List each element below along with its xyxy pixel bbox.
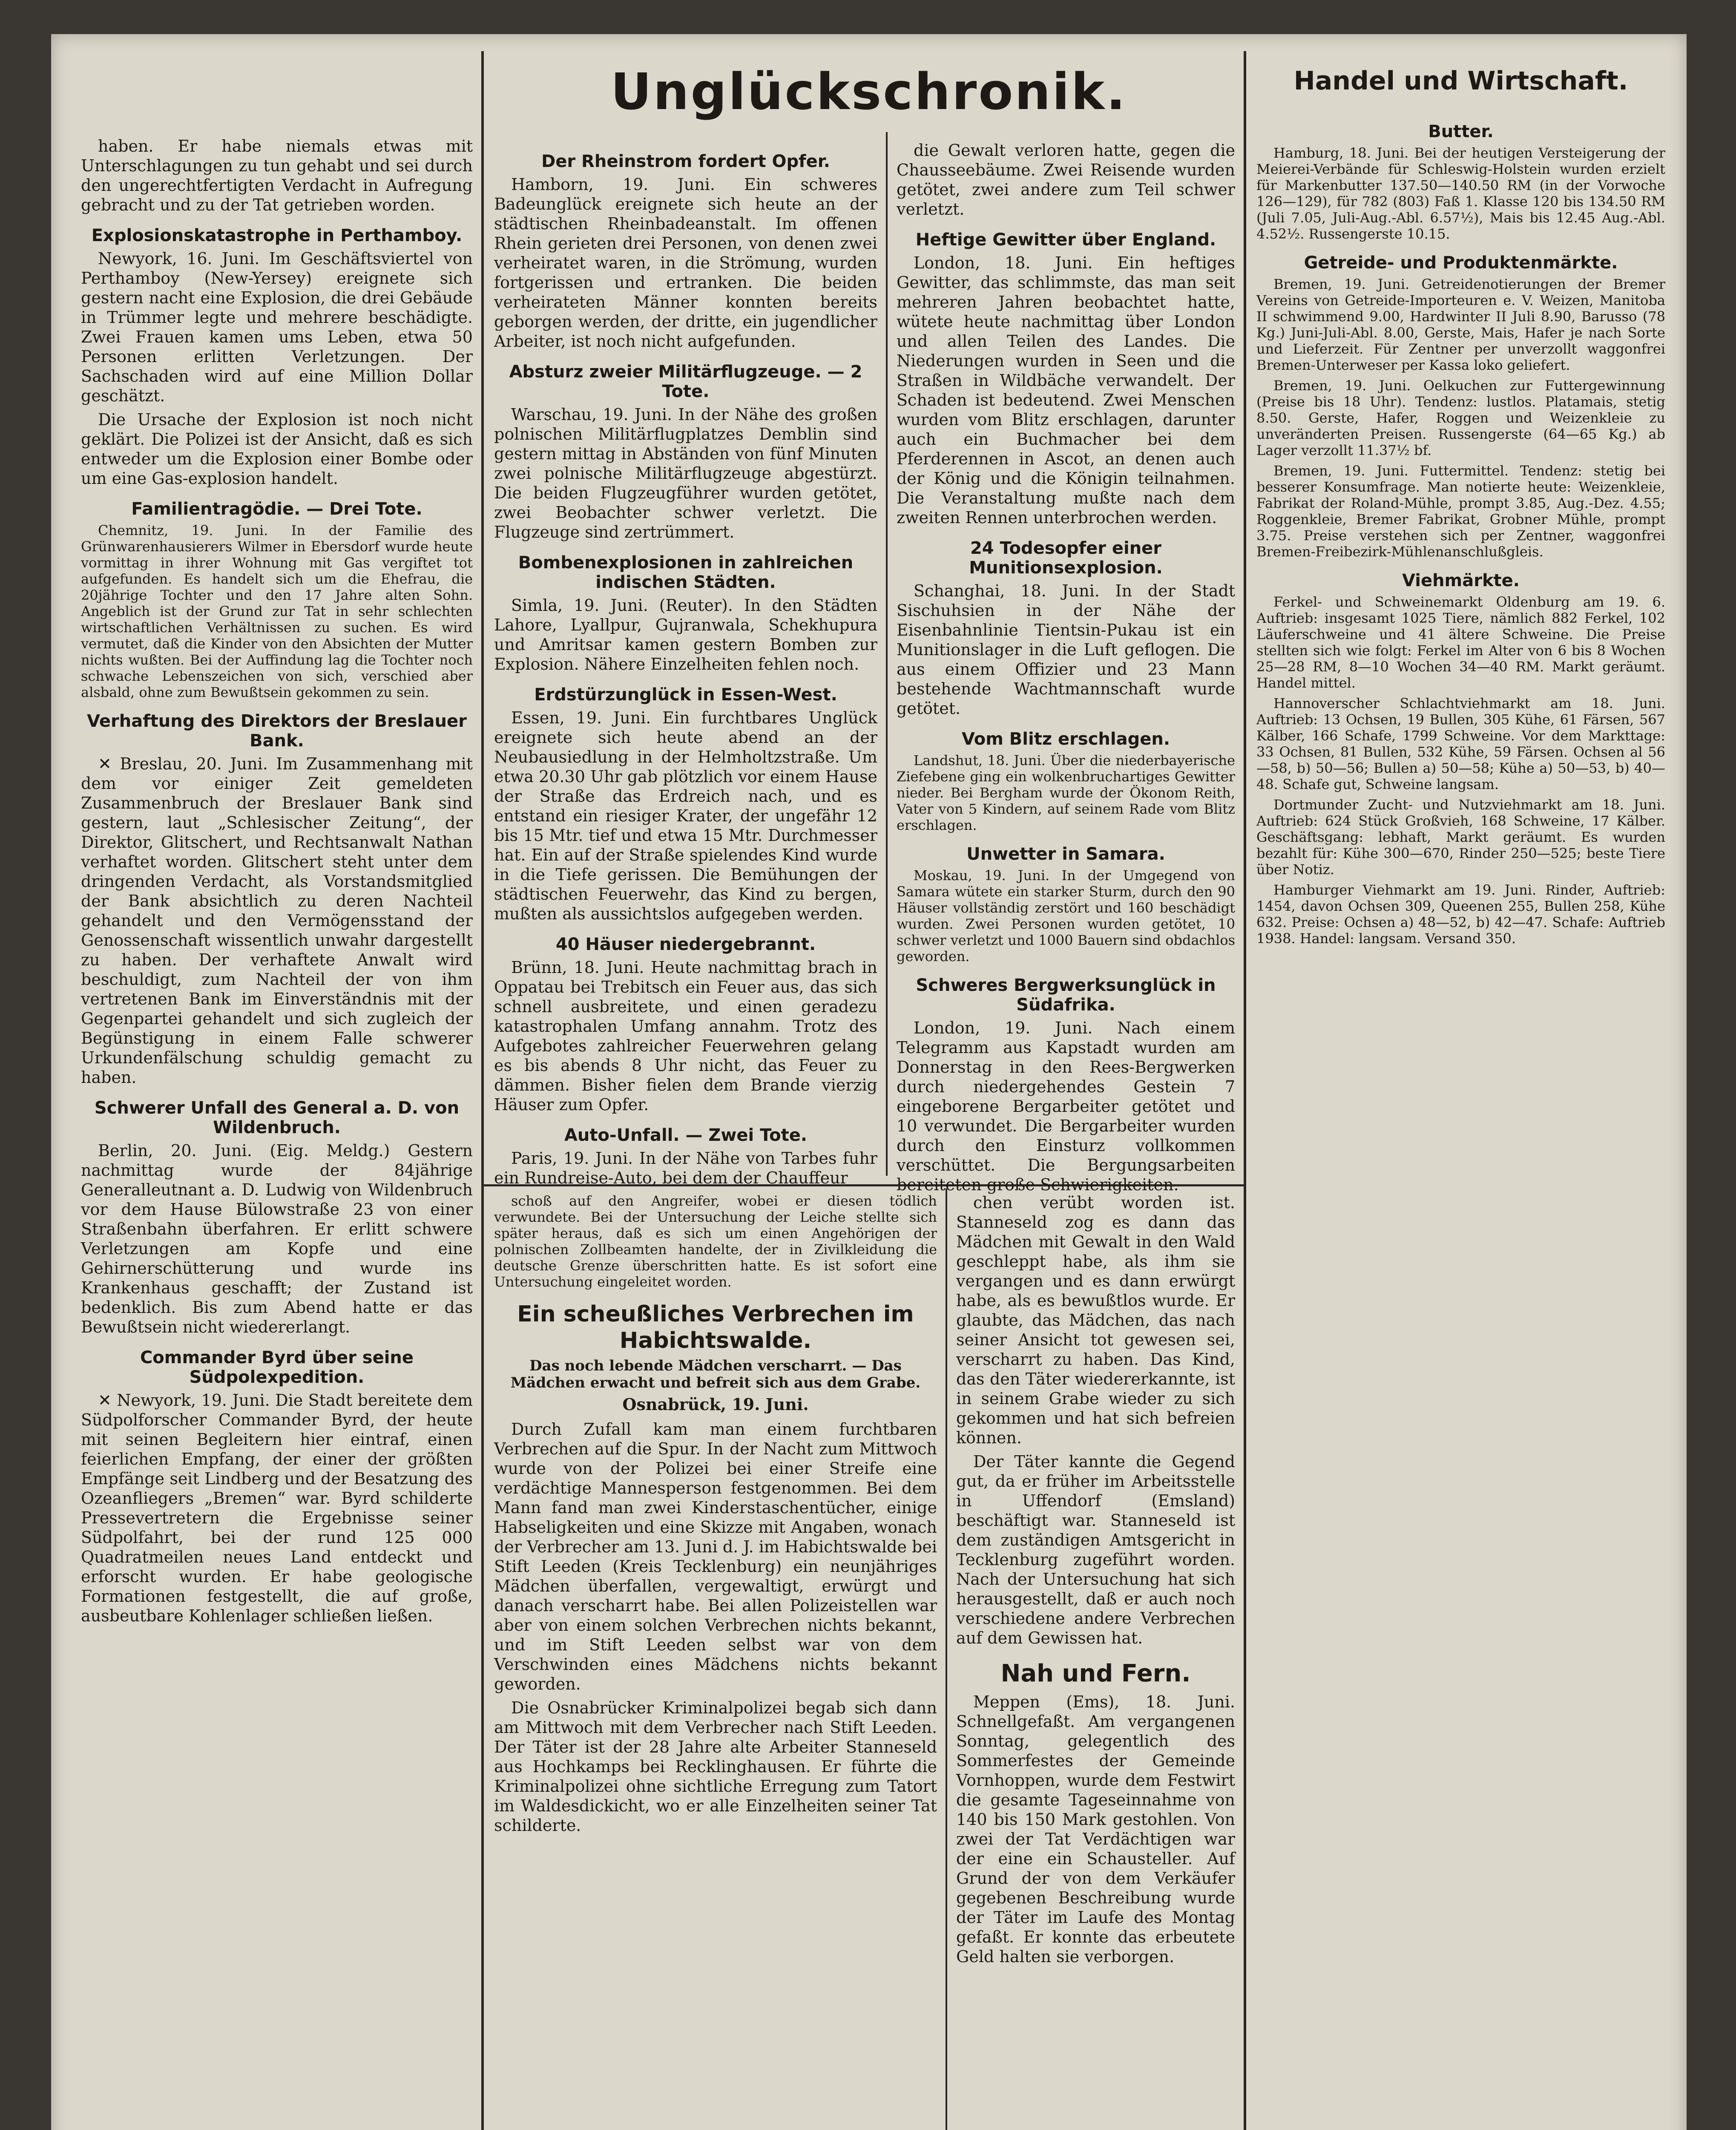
- article-headline: Verhaftung des Direktors der Breslauer Bank.: [87, 711, 467, 751]
- article-headline: Getreide- und Produktenmärkte.: [1304, 253, 1618, 273]
- article-headline: 40 Häuser niedergebrannt.: [555, 935, 816, 954]
- article-headline: Explosionskatastrophe in Perthamboy.: [91, 226, 463, 245]
- article-paragraph: Essen, 19. Juni. Ein furchtbares Unglück ereignete sich heute abend an der Neubausiedlung in der Helmholtzstraße. Um etwa 20.30 Uhr gab plötzlich vor einem Hause der Straße das Erdreich nach, und es entstand ein riesiger Krater, der ungefähr 12 bis 15 Mtr. tief und etwa 15 Mtr. Durchmesser hat. Ein auf der Straße spielendes Kind wurde in die Tiefe gerissen. Die Bemühungen der städtischen Feuerwehr, das Kind zu bergen, mußten als aussichtslos aufgegeben werden.: [494, 708, 877, 923]
- article-headline: Schweres Bergwerksunglück in Südafrika.: [916, 976, 1216, 1015]
- article-headline: Nah und Fern.: [1000, 1660, 1191, 1687]
- article-headline: Der Rheinstrom fordert Opfer.: [541, 152, 830, 171]
- article-headline: Heftige Gewitter über England.: [915, 230, 1216, 250]
- article-paragraph: Bremen, 19. Juni. Oelkuchen zur Futtergewinnung (Preise bis 18 Uhr). Tendenz: lustlos. Platamais, stetig 8.50. Gerste, Hafer, Roggen und Weizenkleie zu unveränderten Preisen. Russengerste (64—65 Kg.) ab Lager verzollt 11.37½ bf.: [1256, 377, 1665, 458]
- article-headline: 24 Todesopfer einer Munitionsexplosion.: [969, 538, 1163, 578]
- column-chronicle-left: [494, 141, 877, 1187]
- column-chronicle-right: [897, 141, 1235, 1194]
- article-paragraph: Die Osnabrücker Kriminalpolizei begab sich dann am Mittwoch mit dem Verbrecher nach Stift Leeden. Der Täter ist der 28 Jahre alte Arbeiter Stanneseld aus Hochkamps bei Recklinghausen. Er führte die Kriminalpolizei ohne sichtliche Erregung zum Tatort im Waldesdickicht, wo er alle Einzelheiten seiner Tat schilderte.: [494, 1698, 937, 1835]
- article-paragraph: Hamburger Viehmarkt am 19. Juni. Rinder, Auftrieb: 1454, davon Ochsen 309, Queenen 255, Bullen 258, Kühe 632. Preise: Ochsen a) 48—52, b) 42—47. Schafe: Auftrieb 1938. Handel: langsam. Versand 350.: [1256, 882, 1665, 947]
- article-headline: Ein scheußliches Verbrechen im Habichtswalde.: [517, 1301, 914, 1353]
- article-paragraph: chen verübt worden ist. Stanneseld zog es dann das Mädchen mit Gewalt in den Wald geschleppt habe, als ihm sie vergangen und es dann erwürgt habe, als es bewußtlos wurde. Er glaubte, das Mädchen, das nach seiner Ansicht tot gewesen sei, verscharrt zu haben. Das Kind, das den Täter wiedererkannte, ist in seinem Grabe wieder zu sich gekommen und hat sich befreien können.: [956, 1193, 1235, 1447]
- article-headline: Unwetter in Samara.: [966, 844, 1165, 864]
- article-headline: Commander Byrd über seine Südpolexpedition.: [140, 1348, 414, 1387]
- article-paragraph: Hamborn, 19. Juni. Ein schweres Badeunglück ereignete sich heute an der städtischen Rheinbadeanstalt. Im offenen Rhein gerieten drei Personen, von denen zwei verheiratet waren, in die Strömung, wurden fortgerissen und ertranken. Die beiden verheirateten Männer konnten bereits geborgen werden, der dritte, ein jugendlicher Arbeiter, ist noch nicht aufgefunden.: [494, 175, 877, 351]
- article-headline: Auto-Unfall. — Zwei Tote.: [564, 1125, 808, 1145]
- article-paragraph: London, 19. Juni. Nach einem Telegramm aus Kapstadt wurden am Donnerstag in den Rees-Bergwerken durch niedergehendes Gestein 7 eingeborene Bergarbeiter getötet und 10 verwundet. Die Bergarbeiter wurden durch den Einsturz vollkommen verschüttet. Die Bergungsarbeiten bereiteten große Schwierigkeiten.: [897, 1019, 1235, 1194]
- article-paragraph: Bremen, 19. Juni. Futtermittel. Tendenz: stetig bei besserer Konsumfrage. Man notierte heute: Weizenkleie, Fabrikat der Roland-Mühle, prompt 3.85, Aug.-Dez. 4.55; Roggenkleie, Bremer Fabrikat, Grobner Mühle, prompt 3.75. Preise verstehen sich per Zentner, waggonfrei Bremen-Freibezirk-Mühlenanschlußgleis.: [1256, 463, 1665, 560]
- article-paragraph: haben. Er habe niemals etwas mit Unterschlagungen zu tun gehabt und sei durch den ungerechtfertigten Verdacht in Aufregung gebracht und zu der Tat getrieben worden.: [81, 137, 473, 214]
- article-paragraph: Dortmunder Zucht- und Nutzviehmarkt am 18. Juni. Auftrieb: 624 Stück Großvieh, 168 Schweine, 17 Kälber. Geschäftsgang: lebhaft, Markt geräumt. Es wurden bezahlt für: Kühe 300—670, Rinder 250—525; beste Tiere über Notiz.: [1256, 797, 1665, 878]
- article-headline: Butter.: [1428, 122, 1494, 141]
- article-paragraph: Ferkel- und Schweinemarkt Oldenburg am 19. 6. Auftrieb: insgesamt 1025 Tiere, nämlich 882 Ferkel, 102 Läuferschweine und 41 ältere Schweine. Die Preise stellten sich wie folgt: Ferkel im Alter von 6 bis 8 Wochen 25—28 RM, 8—10 Wochen 34—40 RM. Markt geräumt. Handel mittel.: [1256, 594, 1665, 691]
- article-headline: Viehmärkte.: [1402, 571, 1520, 590]
- article-headline: Vom Blitz erschlagen.: [961, 729, 1170, 749]
- column-crime-story: [494, 1193, 937, 2130]
- article-paragraph: Chemnitz, 19. Juni. In der Familie des Grünwarenhausierers Wilmer in Ebersdorf wurde heute vormittag in ihrer Wohnung mit Gas vergiftet tot aufgefunden. Es handelt sich um die Ehefrau, die 20jährige Tochter und den 17 Jahre alten Sohn. Angeblich ist der Grund zur Tat in sehr schlechten wirtschaftlichen Verhältnissen zu suchen. Es wird vermutet, daß die Kinder von den Absichten der Mutter nichts wußten. Bei der Auffindung lag die Tochter noch schwache Lebenszeichen von sich, verschied aber alsbald, ohne zum Bewußtsein gekommen zu sein.: [81, 522, 473, 700]
- article-headline: Erdstürzunglück in Essen-West.: [534, 685, 837, 705]
- article-subheadline: Das noch lebende Mädchen verscharrt. — Das Mädchen erwacht und befreit sich aus dem Grabe.: [510, 1357, 921, 1391]
- article-paragraph: London, 18. Juni. Ein heftiges Gewitter, das schlimmste, das man seit mehreren Jahren beobachtet hatte, wütete heute nachmittag über London und allen Teilen des Landes. Die Niederungen wurden in Seen und die Straßen in Wildbäche verwandelt. Der Schaden ist bedeutend. Zwei Menschen wurden vom Blitz erschlagen, darunter auch ein Buchmacher bei dem Pferderennen in Ascot, an denen auch der König und die Königin teilnahmen. Die Veranstaltung mußte nach dem zweiten Rennen unterbrochen werden.: [897, 253, 1235, 527]
- column-local-news: [81, 136, 473, 2130]
- article-headline: Familientragödie. — Drei Tote.: [131, 499, 423, 519]
- article-headline: Bombenexplosionen in zahlreichen indischen Städten.: [518, 553, 854, 592]
- newspaper-page: [51, 34, 1687, 2130]
- article-paragraph: Landshut, 18. Juni. Über die niederbayerische Ziefebene ging ein wolkenbruchartiges Gewitter nieder. Bei Bergham wurde der Ökonom Reith, Vater von 5 Kindern, auf seinem Rade vom Blitz erschlagen.: [897, 752, 1235, 833]
- article-paragraph: Moskau, 19. Juni. In der Umgegend von Samara wütete ein starker Sturm, durch den 90 Häuser vollständig zerstört und 160 beschädigt wurden. Zwei Personen wurden getötet, 10 schwer verletzt und 1000 Bauern sind obdachlos geworden.: [897, 867, 1235, 964]
- masthead-title: Unglückschronik.: [610, 62, 1127, 121]
- article-paragraph: Hannoverscher Schlachtviehmarkt am 18. Juni. Auftrieb: 13 Ochsen, 19 Bullen, 305 Kühe, 61 Färsen, 567 Kälber, 166 Schafe, 1799 Schweine. Vor dem Markttage: 33 Ochsen, 81 Bullen, 532 Kühe, 59 Färsen. Ochsen al 56—58, b) 50—56; Bullen a) 50—58; Kühe a) 50—53, b) 40—48. Schafe gut, Schweine langsam.: [1256, 695, 1665, 792]
- column-rule: [886, 132, 888, 1176]
- article-paragraph: Schanghai, 18. Juni. In der Stadt Sischuhsien in der Nähe der Eisenbahnlinie Tientsin-Pukau ist ein Munitionslager in die Luft geflogen. Die aus einem Offizier und 23 Mann bestehende Wachtmannschaft wurde getötet.: [897, 581, 1235, 718]
- article-paragraph: Durch Zufall kam man einem furchtbaren Verbrechen auf die Spur. In der Nacht zum Mittwoch wurde von der Polizei bei einer Streife eine verdächtige Mannesperson festgenommen. Bei dem Mann fand man zwei Kinderstaschentücher, einige Habseligkeiten und eine Skizze mit Angaben, wonach der Verbrecher am 13. Juni d. J. im Habichtswalde bei Stift Leeden (Kreis Tecklenburg) ein neunjähriges Mädchen überfallen, vergewaltigt, erwürgt und danach verscharrt habe. Bei allen Polizeistellen war aber von einem solchen Verbrechen nichts bekannt, und im Stift Leeden selbst war von dem Verschwinden eines Mädchens nichts bekannt geworden.: [494, 1420, 937, 1693]
- article-headline: Absturz zweier Militärflugzeuge. — 2 Tote.: [509, 362, 862, 401]
- article-paragraph: ✕ Breslau, 20. Juni. Im Zusammenhang mit dem vor einiger Zeit gemeldeten Zusammenbruch der Breslauer Bank sind gestern, laut „Schlesischer Zeitung“, der Direktor, Glitschert, und Rechtsanwalt Nathan verhaftet worden. Glitschert steht unter dem dringenden Verdacht, als Vorstandsmitglied der Bank absichtlich zu deren Nachteil gehandelt und den Vermögensstand der Genossenschaft wissentlich unwahr dargestellt zu haben. Der verhaftete Anwalt wird beschuldigt, zum Nachteil der von ihm vertretenen Bank im Einverständnis mit der Gegenpartei gehandelt und sich zugleich der Begünstigung in einem Falle schwerer Urkundenfälschung schuldig gemacht zu haben.: [81, 754, 473, 1087]
- article-paragraph: Hamburg, 18. Juni. Bei der heutigen Versteigerung der Meierei-Verbände für Schleswig-Holstein wurden erzielt für Markenbutter 137.50—140.50 RM (in der Vorwoche 126—129), für 782 (803) Faß 1. Klasse 120 bis 134.50 RM (Juli 7.05, Juli-Aug.-Abl. 6.57½), Mais bis 12.45 Aug.-Abl. 4.52½. Russengerste 10.15.: [1256, 145, 1665, 242]
- article-paragraph: Newyork, 16. Juni. Im Geschäftsviertel von Perthamboy (New-Yersey) ereignete sich gestern nacht eine Explosion, die drei Gebäude in Trümmer legte und mehrere beschädigte. Zwei Frauen kamen ums Leben, etwa 50 Personen erlitten Verletzungen. Der Sachschaden wird auf eine Million Dollar geschätzt.: [81, 249, 473, 405]
- column-rule: [946, 1189, 947, 2130]
- article-paragraph: die Gewalt verloren hatte, gegen die Chausseebäume. Zwei Reisende wurden getötet, zwei andere zum Teil schwer verletzt.: [897, 141, 1235, 219]
- article-paragraph: Die Ursache der Explosion ist noch nicht geklärt. Die Polizei ist der Ansicht, daß es sich entweder um die Explosion einer Bombe oder um eine Gas-explosion handelt.: [81, 410, 473, 488]
- article-paragraph: schoß auf den Angreifer, wobei er diesen tödlich verwundete. Bei der Untersuchung der Leiche stellte sich später heraus, daß es sich um einen Angehörigen der polnischen Zollbeamten handelte, der in Zivilkleidung die deutsche Grenze überschritten hatte. Es ist sofort eine Untersuchung eingeleitet worden.: [494, 1193, 937, 1290]
- article-paragraph: Paris, 19. Juni. In der Nähe von Tarbes fuhr ein Rundreise-Auto, bei dem der Chauffeur: [494, 1149, 877, 1187]
- article-paragraph: Meppen (Ems), 18. Juni. Schnellgefaßt. Am vergangenen Sonntag, gelegentlich des Sommerfestes der Gemeinde Vornhoppen, wurde dem Festwirt die gesamte Tageseinnahme von 140 bis 150 Mark gestohlen. Von zwei der Tat Verdächtigen war der eine ein Schausteller. Auf Grund der von dem Verkäufer gegebenen Beschreibung wurde der Täter im Laufe des Montag gefaßt. Er konnte das erbeutete Geld halten sie verborgen.: [956, 1692, 1235, 1966]
- column-economy: [1256, 111, 1665, 2130]
- column-rule: [481, 51, 484, 2130]
- article-paragraph: Warschau, 19. Juni. In der Nähe des großen polnischen Militärflugplatzes Demblin sind gestern mittag in Abständen von fünf Minuten zwei polnische Militärflugzeuge abgestürzt. Die beiden Flugzeugführer wurden getötet, zwei Beobachter schwer verletzt. Die Flugzeuge sind zertrümmert.: [494, 405, 877, 541]
- article-paragraph: Brünn, 18. Juni. Heute nachmittag brach in Oppatau bei Trebitsch ein Feuer aus, das sich schnell ausbreitete, und einen geradezu katastrophalen Umfang annahm. Trotz des Aufgebotes zahlreicher Feuerwehren gelang es bis abends 8 Uhr nicht, das Feuer zu dämmen. Bisher fielen dem Brande vierzig Häuser zum Opfer.: [494, 958, 877, 1114]
- article-headline: Schwerer Unfall des General a. D. von Wildenbruch.: [94, 1098, 460, 1137]
- article-paragraph: Der Täter kannte die Gegend gut, da er früher im Arbeitsstelle in Uffendorf (Emsland) beschäftigt war. Stanneseld ist dem zuständigen Amtsgericht in Tecklenburg zugeführt worden. Nach der Untersuchung hat sich herausgestellt, daß er auch noch verschiedene andere Verbrechen auf dem Gewissen hat.: [956, 1452, 1235, 1647]
- column-rule: [1244, 51, 1246, 2130]
- column-crime-continued: [956, 1193, 1235, 2130]
- article-paragraph: ✕ Newyork, 19. Juni. Die Stadt bereitete dem Südpolforscher Commander Byrd, der heute mit seinen Begleitern hier eintraf, einen feierlichen Empfang, der einer der größten Empfänge seit Lindberg und der Besatzung des Ozeanfliegers „Bremen“ war. Byrd schilderte Pressevertretern die Ergebnisse seiner Südpolfahrt, bei der rund 125 000 Quadratmeilen neues Land entdeckt und erforscht wurden. Er habe geologische Formationen festgestellt, die auf große, ausbeutbare Kohlenlager schließen ließen.: [81, 1391, 473, 1625]
- article-paragraph: Berlin, 20. Juni. (Eig. Meldg.) Gestern nachmittag wurde der 84jährige Generalleutnant a. D. Ludwig von Wildenbruch vor dem Hause Bülowstraße 23 von einer Straßenbahn überfahren. Er erlitt schwere Verletzungen am Kopfe und eine Gehirnerschütterung und wurde ins Krankenhaus geschafft; der Zustand ist bedenklich. Bis zum Abend hatte er das Bewußtsein nicht wiedererlangt.: [81, 1141, 473, 1336]
- article-paragraph: Bremen, 19. Juni. Getreidenotierungen der Bremer Vereins von Getreide-Importeuren e. V. Weizen, Manitoba II schwimmend 9.00, Hardwinter II Juli 8.90, Barusso (78 Kg.) Juni-Juli-Abl. 8.00, Gerste, Mais, Hafer je nach Sorte und Lieferzeit. Für Zentner per unverzollt waggonfrei Bremen-Unterweser per Kassa loko geliefert.: [1256, 276, 1665, 373]
- section-title-economy: Handel und Wirtschaft.: [1293, 66, 1628, 96]
- article-dateline: Osnabrück, 19. Juni.: [622, 1395, 809, 1414]
- article-paragraph: Simla, 19. Juni. (Reuter). In den Städten Lahore, Lyallpur, Gujranwala, Schekhupura und Amritsar kamen gestern Bomben zur Explosion. Nähere Einzelheiten fehlen noch.: [494, 596, 877, 674]
